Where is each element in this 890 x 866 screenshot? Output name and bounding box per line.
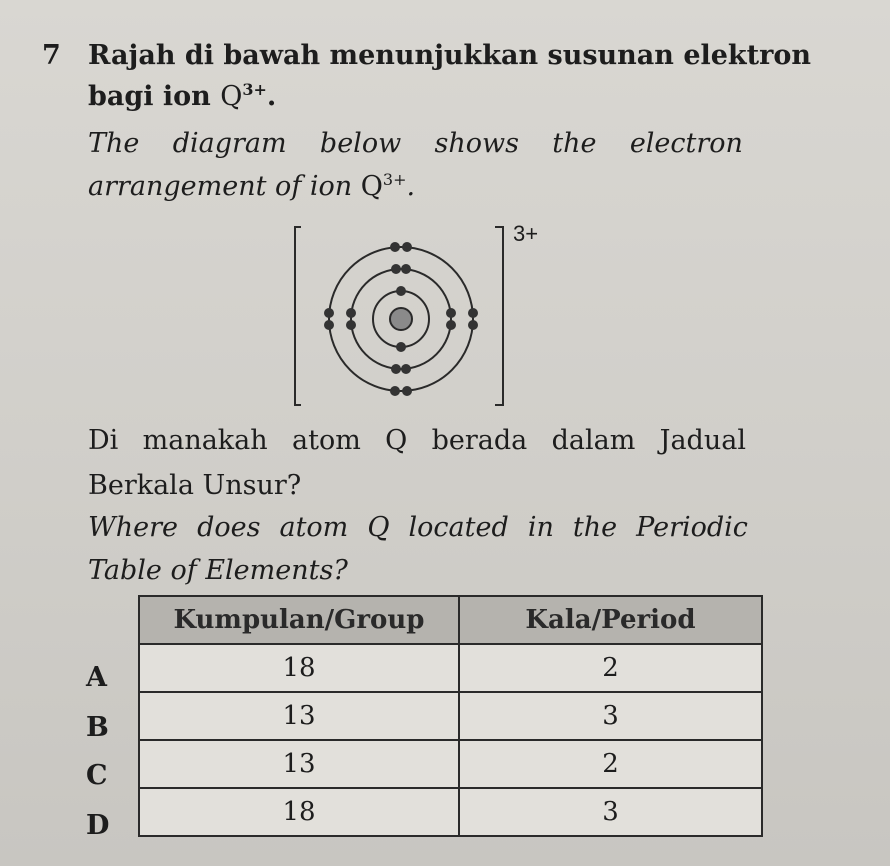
word: dalam [551, 425, 636, 456]
table-row[interactable] [139, 740, 762, 788]
right-bracket [495, 227, 503, 405]
table-row[interactable] [139, 692, 762, 740]
word: the [572, 512, 618, 543]
malay-prompt-line-2: Berkala Unsur? [88, 470, 302, 501]
electron [391, 364, 401, 374]
header-period: Kala/Period [459, 596, 762, 644]
word: Jadual [659, 425, 746, 456]
answer-options-table [138, 595, 763, 837]
word: The [88, 128, 140, 159]
electron [390, 242, 400, 252]
electron [390, 386, 400, 396]
word: Q [385, 425, 408, 456]
group-cell: 13 [139, 740, 459, 788]
electron [391, 264, 401, 274]
period-cell: 2 [459, 644, 762, 692]
group-cell: 18 [139, 644, 459, 692]
english-stem-line-2 [88, 170, 415, 202]
group-cell: 13 [139, 692, 459, 740]
electron [396, 286, 406, 296]
word: manakah [142, 425, 268, 456]
electron [401, 364, 411, 374]
period: . [266, 81, 277, 112]
header-group: Kumpulan/Group [139, 596, 459, 644]
left-bracket [295, 227, 301, 405]
electron [402, 386, 412, 396]
electron [446, 308, 456, 318]
electron [401, 264, 411, 274]
malay-stem-prefix: bagi ion [88, 81, 221, 112]
nucleus [390, 308, 412, 330]
word: Where [88, 512, 179, 543]
atom-svg [285, 215, 555, 420]
option-letter-c[interactable]: C [86, 760, 108, 791]
malay-prompt-line-1 [88, 425, 746, 456]
option-letter-d[interactable]: D [86, 810, 110, 841]
table-header-row [139, 596, 762, 644]
malay-stem-line-1: Rajah di bawah menunjukkan susunan elektron [88, 40, 811, 71]
word: does [197, 512, 261, 543]
word: the [552, 128, 597, 159]
period: . [406, 171, 416, 202]
electron [346, 320, 356, 330]
ion-charge: 3+ [382, 170, 407, 189]
english-stem-line-1 [88, 128, 743, 159]
electron [468, 308, 478, 318]
electron [468, 320, 478, 330]
ion-symbol: Q [220, 81, 243, 112]
word: electron [629, 128, 743, 159]
english-prompt-line-1 [88, 512, 748, 543]
ion-symbol: Q [360, 171, 383, 202]
electron [446, 320, 456, 330]
english-stem-prefix: arrangement of ion [88, 171, 361, 202]
option-letter-a[interactable]: A [86, 662, 107, 693]
malay-stem-line-2 [88, 80, 276, 112]
word: atom [292, 425, 361, 456]
group-cell: 18 [139, 788, 459, 836]
electron-arrangement-diagram [285, 215, 555, 420]
word: in [527, 512, 554, 543]
period-cell: 2 [459, 740, 762, 788]
word: located [408, 512, 509, 543]
ion-charge: 3+ [242, 80, 267, 99]
word: berada [431, 425, 528, 456]
period-cell: 3 [459, 788, 762, 836]
word: Di [88, 425, 119, 456]
option-letter-b[interactable]: B [86, 712, 109, 743]
electron [324, 308, 334, 318]
electron [346, 308, 356, 318]
word: shows [434, 128, 519, 159]
table-row[interactable] [139, 788, 762, 836]
electron [396, 342, 406, 352]
word: diagram [172, 128, 287, 159]
electron [324, 320, 334, 330]
word: atom [279, 512, 349, 543]
period-cell: 3 [459, 692, 762, 740]
electron [402, 242, 412, 252]
word: Q [367, 512, 390, 543]
question-number: 7 [42, 40, 61, 71]
word: below [319, 128, 402, 159]
table-row[interactable] [139, 644, 762, 692]
english-prompt-line-2: Table of Elements? [88, 555, 348, 586]
diagram-charge: 3+ [513, 221, 539, 246]
word: Periodic [636, 512, 748, 543]
